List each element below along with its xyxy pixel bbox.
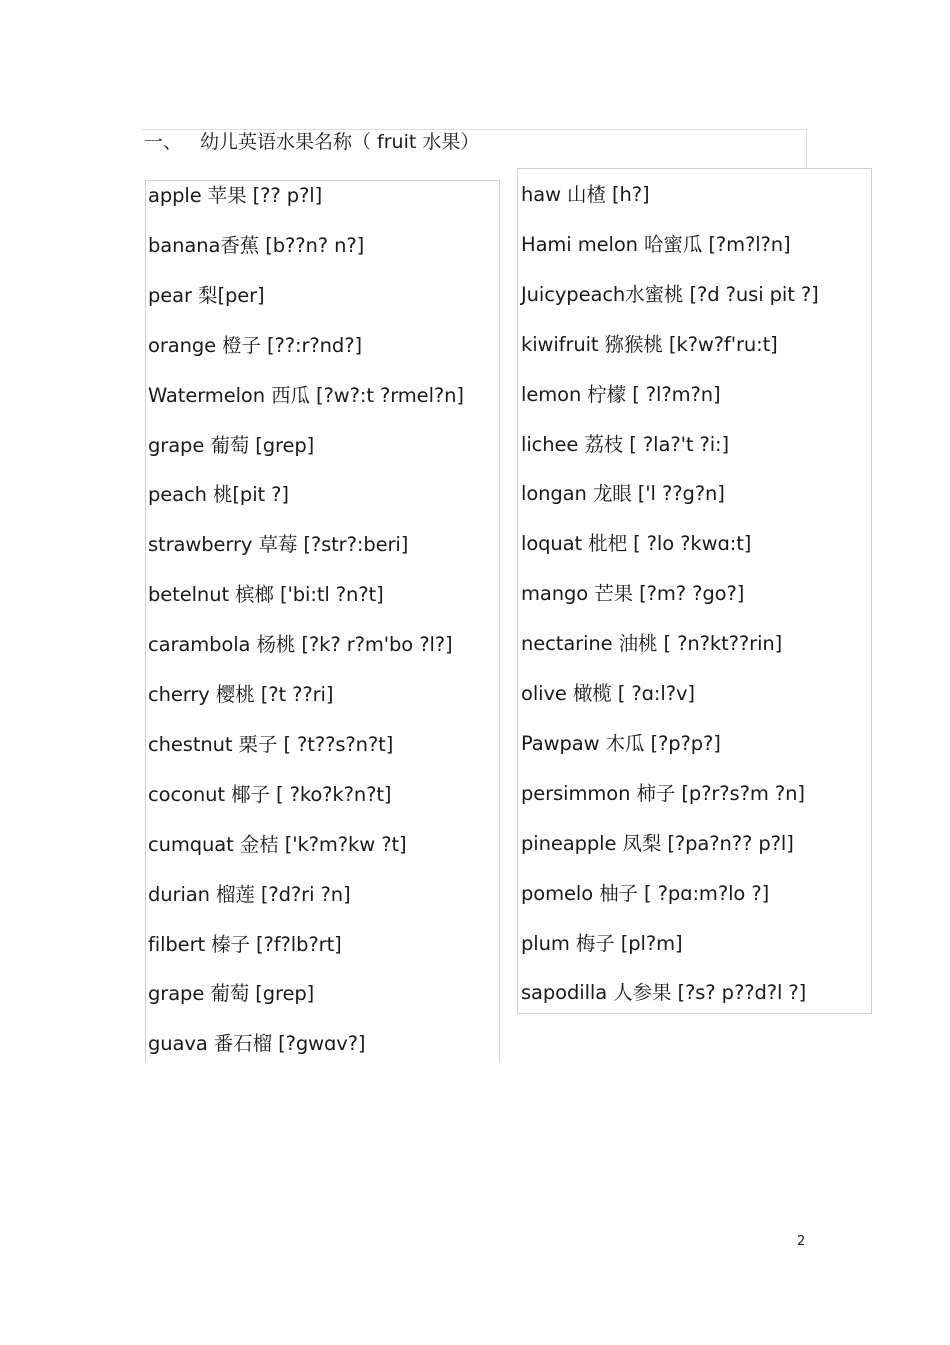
vocabulary-entry: persimmon 柿子 [p?r?s?m ?n] [521,781,805,805]
vocabulary-entry: durian 榴莲 [?d?ri ?n] [148,882,351,906]
vocabulary-entry: Juicypeach水蜜桃 [?d ?usi pit ?] [521,282,819,306]
left-vocabulary-column [145,180,500,1062]
vocabulary-entry: lemon 柠檬 [ ?l?m?n] [521,382,721,406]
vocabulary-entry: strawberry 草莓 [?str?:beri] [148,533,409,557]
vocabulary-entry: cherry 樱桃 [?t ??ri] [148,683,334,706]
vocabulary-entry: chestnut 栗子 [ ?t??s?n?t] [148,732,394,756]
right-vocabulary-column [517,168,872,1014]
vocabulary-entry: Hami melon 哈蜜瓜 [?m?l?n] [521,232,791,256]
vocabulary-entry: banana香蕉 [b??n? n?] [148,233,365,257]
section-heading [144,128,479,156]
vocabulary-entry: filbert 榛子 [?f?lb?rt] [148,932,342,956]
vocabulary-entry: coconut 椰子 [ ?ko?k?n?t] [148,782,392,806]
vocabulary-entry: peach 桃[pit ?] [148,483,289,507]
vocabulary-entry: olive 橄榄 [ ?ɑ:l?v] [521,682,695,705]
vocabulary-entry: carambola 杨桃 [?k? r?m'bo ?l?] [148,633,453,657]
vocabulary-entry: lichee 荔枝 [ ?la?'t ?i:] [521,432,730,456]
page-number: 2 [797,1234,806,1249]
vocabulary-entry: grape 葡萄 [grep] [148,982,315,1006]
section-title: 幼儿英语水果名称（ fruit 水果） [200,131,480,153]
vocabulary-entry: cumquat 金桔 ['k?m?kw ?t] [148,832,407,856]
vocabulary-entry: pear 梨[per] [148,283,265,307]
vocabulary-entry: pineapple 凤梨 [?pa?n?? p?l] [521,831,794,855]
vocabulary-entry: apple 苹果 [?? p?l] [148,184,323,207]
vocabulary-entry: orange 橙子 [??:r?nd?] [148,333,362,357]
vocabulary-entry: grape 葡萄 [grep] [148,433,315,457]
vocabulary-entry: Watermelon 西瓜 [?w?:t ?rmel?n] [148,383,464,407]
vocabulary-entry: haw 山楂 [h?] [521,183,650,206]
vocabulary-entry: Pawpaw 木瓜 [?p?p?] [521,731,721,755]
vocabulary-entry: mango 芒果 [?m? ?go?] [521,582,745,606]
vocabulary-entry: pomelo 柚子 [ ?pɑ:m?lo ?] [521,881,770,905]
vocabulary-entry: guava 番石榴 [?gwɑv?] [148,1032,366,1056]
vocabulary-entry: nectarine 油桃 [ ?n?kt??rin] [521,632,783,656]
vocabulary-entry: longan 龙眼 ['l ??g?n] [521,482,725,506]
vocabulary-entry: kiwifruit 猕猴桃 [k?w?f'ru:t] [521,332,778,356]
vocabulary-entry: loquat 枇杷 [ ?lo ?kwɑ:t] [521,532,752,556]
vocabulary-entry: betelnut 槟榔 ['bi:tl ?n?t] [148,583,384,607]
section-number: 一、 [144,131,183,153]
vocabulary-entry: sapodilla 人参果 [?s? p??d?l ?] [521,981,807,1005]
vocabulary-entry: plum 梅子 [pl?m] [521,931,683,955]
